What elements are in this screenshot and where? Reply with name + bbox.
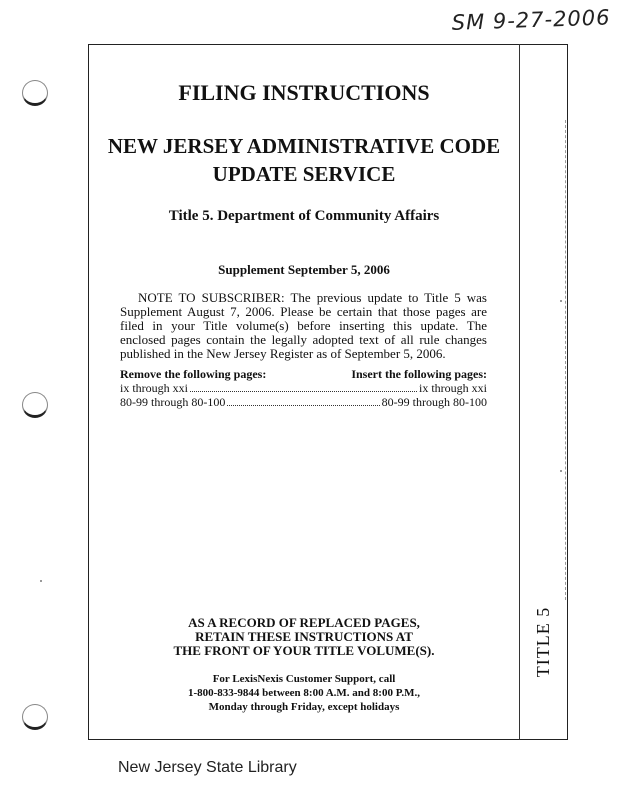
page-replacement-table [120, 367, 487, 409]
remove-header: Remove the following pages: [120, 367, 267, 381]
main-heading [88, 132, 520, 188]
binder-hole-bottom [22, 704, 48, 730]
leader-dots [227, 396, 379, 406]
main-heading-line-2: UPDATE SERVICE [212, 162, 396, 186]
remove-pages: 80-99 through 80-100 [120, 395, 226, 409]
support-line: Monday through Friday, except holidays [208, 701, 400, 713]
binder-hole-middle [22, 392, 48, 418]
support-info [88, 672, 520, 714]
library-stamp: New Jersey State Library [118, 759, 297, 776]
tab-guide-line [565, 120, 566, 600]
record-line: RETAIN THESE INSTRUCTIONS AT [195, 629, 413, 644]
scan-speck [560, 300, 562, 302]
leader-dots [190, 382, 417, 392]
support-line: 1-800-833-9844 between 8:00 A.M. and 8:00 P.M., [187, 687, 421, 699]
scan-speck [40, 580, 42, 582]
title-tab-label: TITLE 5 [533, 606, 553, 678]
table-row [120, 395, 487, 409]
record-notice [88, 616, 520, 658]
insert-pages: ix through xxi [419, 381, 487, 395]
main-heading-line-1: NEW JERSEY ADMINISTRATIVE CODE [107, 134, 501, 158]
handwritten-date-note: SM 9-27-2006 [451, 5, 611, 35]
remove-pages: ix through xxi [120, 381, 188, 395]
table-row [120, 381, 487, 395]
record-line: THE FRONT OF YOUR TITLE VOLUME(S). [173, 643, 435, 658]
table-header [120, 367, 487, 381]
support-line: For LexisNexis Customer Support, call [212, 673, 396, 685]
subscriber-note: NOTE TO SUBSCRIBER: The previous update to Title 5 was Supplement August 7, 2006. Please be certain that those pages are filed in your Title volume(s) before inserting this update. The enclosed pages contain the legally adopted text of all rule changes published in the New Jersey Register as of September 5, 2006. [120, 290, 487, 361]
binder-hole-top [22, 80, 48, 106]
supplement-date: Supplement September 5, 2006 [218, 262, 390, 277]
subheading: Title 5. Department of Community Affairs [168, 208, 440, 224]
insert-pages: 80-99 through 80-100 [381, 395, 487, 409]
scan-speck [560, 470, 562, 472]
page-title: FILING INSTRUCTIONS [178, 80, 430, 105]
insert-header: Insert the following pages: [351, 367, 487, 381]
record-line: AS A RECORD OF REPLACED PAGES, [188, 615, 420, 630]
